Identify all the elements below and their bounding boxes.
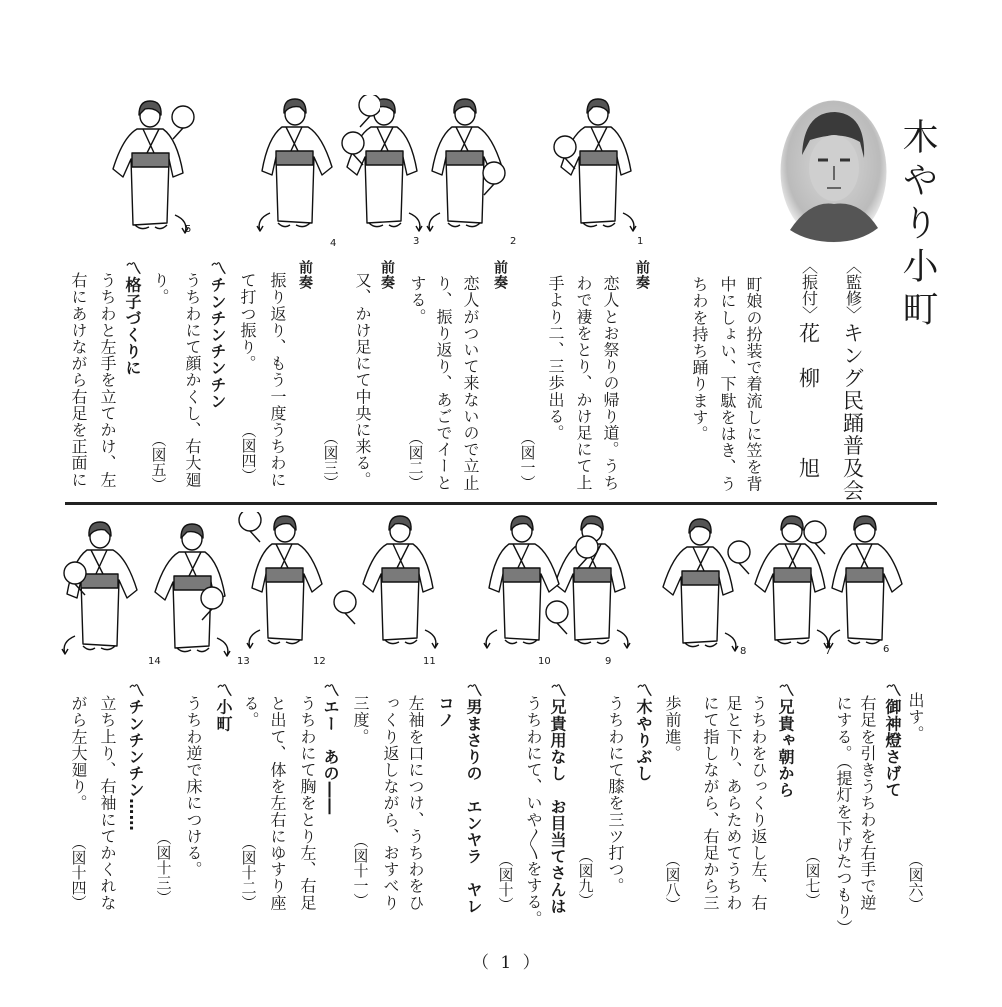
instruction-line: り。 — [151, 272, 170, 306]
instruction-line: る。 — [241, 695, 260, 729]
dance-figure-14 — [15, 518, 185, 658]
choreographer-portrait — [780, 100, 887, 243]
figure-number: 12 — [313, 656, 326, 667]
figure-number: 2 — [510, 236, 517, 247]
figure-number: 4 — [330, 238, 337, 249]
section-divider — [65, 502, 937, 505]
instruction-line: 恋人とお祭りの帰り道。うち — [601, 275, 620, 491]
instruction-line: がら左大廻り。 — [69, 695, 88, 812]
dance-figure-4 — [210, 95, 380, 235]
figure-number: 11 — [423, 656, 436, 667]
figure-number: 5 — [185, 224, 192, 235]
figure-reference: （図十三） — [154, 830, 173, 905]
instruction-line: り、振り返り、あごでイーと — [434, 275, 453, 491]
figure-number: 7 — [825, 646, 832, 657]
figure-reference: （図九） — [576, 848, 595, 908]
instruction-line: にて指しながら、右足から三 — [701, 695, 720, 911]
lyric-line: 〽エー あの―― — [321, 682, 340, 815]
instruction-line: 右にあけながら右足を正面に — [69, 272, 88, 488]
instruction-line: 恋人がついて来ないので立止 — [461, 275, 480, 491]
instruction-line: うちわ逆で床につける。 — [184, 695, 203, 878]
instruction-line: うちわにて胸をとり左、右足 — [298, 695, 317, 911]
instruction-line: っくり返しながら、おすべり — [381, 695, 400, 911]
instruction-line: うちわと左手を立てかけ、左 — [98, 272, 117, 488]
lyric-line: 〽チンチンチン…… — [126, 682, 145, 832]
figure-reference: （図十一） — [351, 833, 370, 908]
instruction-line: 立ち上り、右袖にてかくれな — [98, 695, 117, 911]
figure-number: 13 — [237, 656, 250, 667]
instruction-line: うちわにて膝を三ツ打つ。 — [606, 695, 625, 895]
intro-line: ちわを持ち踊ります。 — [690, 276, 709, 442]
figure-reference: （図一） — [518, 430, 537, 490]
choreographer-label: 〈振付〉 — [799, 258, 819, 322]
instruction-line: 左袖を口につけ、うちわをひ — [406, 695, 425, 911]
intro-line: 町娘の扮装で着流しに笠を背 — [744, 276, 763, 492]
figure-reference: （図三） — [321, 430, 340, 490]
figure-reference: （図二） — [406, 430, 425, 490]
figure-reference: （図六） — [906, 852, 925, 912]
instruction-line: て打つ振り。 — [238, 272, 257, 372]
lyric-line: コノ — [436, 695, 455, 729]
figure-reference: （図五） — [149, 432, 168, 492]
instruction-line: 足と下り、あらためてうちわ — [724, 695, 743, 911]
choreographer-name: 花 柳 旭 — [796, 322, 821, 480]
instruction-line: 振り返り、もう一度うちわに — [268, 272, 287, 488]
supervisor-name: キング民踊普及会 — [840, 322, 865, 502]
figure-number: 10 — [538, 656, 551, 667]
instruction-line: 又、かけ足にて中央に来る。 — [353, 272, 372, 488]
figure-reference: （図十二） — [239, 835, 258, 910]
section-heading: 前奏 — [492, 260, 508, 290]
supervisor-credit — [842, 258, 863, 502]
dance-figure-5 — [65, 97, 235, 237]
lyric-line: 〽兄貴用なし お目当てさんは — [548, 682, 567, 915]
instruction-line: うちわにて顔かくし、右大廻 — [183, 272, 202, 488]
figure-number: 14 — [148, 656, 161, 667]
instruction-line: うちわをひっくり返し左、右 — [749, 695, 768, 911]
instruction-line: 歩前進。 — [663, 695, 682, 762]
instruction-line: 手より二、三歩出る。 — [546, 275, 565, 441]
figure-number: 3 — [413, 236, 420, 247]
lyric-line: 〽格子づくりに — [123, 260, 142, 377]
instruction-line: 右足を引きうちわを右手で逆 — [858, 695, 877, 911]
instruction-line: わで褄をとり、かけ足にて上 — [574, 275, 593, 491]
instruction-line: うちわにて、いや〳〵をする。 — [524, 695, 543, 927]
figure-number: 8 — [740, 646, 747, 657]
intro-line: 中にしょい、下駄をはき、う — [718, 276, 737, 492]
instruction-line: 出す。 — [906, 692, 925, 742]
section-heading: 前奏 — [379, 260, 395, 290]
lyric-line: 〽木やりぶし — [634, 682, 653, 782]
supervisor-label: 〈監修〉 — [843, 258, 863, 322]
instruction-line: と出て、体を左右にゆすり座 — [268, 695, 287, 911]
lyric-line: 〽御神燈さげて — [883, 682, 902, 799]
figure-number: 1 — [637, 236, 644, 247]
instruction-line: する。 — [408, 275, 427, 325]
figure-number: 6 — [883, 644, 890, 655]
lyric-line: 〽小町 — [214, 682, 233, 732]
page-number: （ 1 ） — [472, 953, 543, 973]
lyric-line: 〽チンチンチンチン — [208, 260, 227, 410]
figure-reference: （図四） — [239, 423, 258, 483]
figure-number: 9 — [605, 656, 612, 667]
figure-reference: （図七） — [803, 848, 822, 908]
figure-reference: （図十） — [496, 852, 515, 912]
figure-reference: （図十四） — [69, 835, 88, 910]
lyric-line: 〽兄貴ゃ朝から — [776, 682, 795, 799]
section-heading: 前奏 — [297, 260, 313, 290]
choreographer-credit — [798, 258, 819, 480]
section-heading: 前奏 — [634, 260, 650, 290]
instruction-line: にする。（提灯を下げたつもり） — [834, 695, 853, 936]
instruction-line: 三度。 — [351, 695, 370, 745]
lyric-line: 〽男まさりの エンヤラ ヤレ — [464, 682, 483, 915]
figure-reference: （図八） — [663, 852, 682, 912]
page-title: 木やり小町 — [897, 118, 938, 333]
